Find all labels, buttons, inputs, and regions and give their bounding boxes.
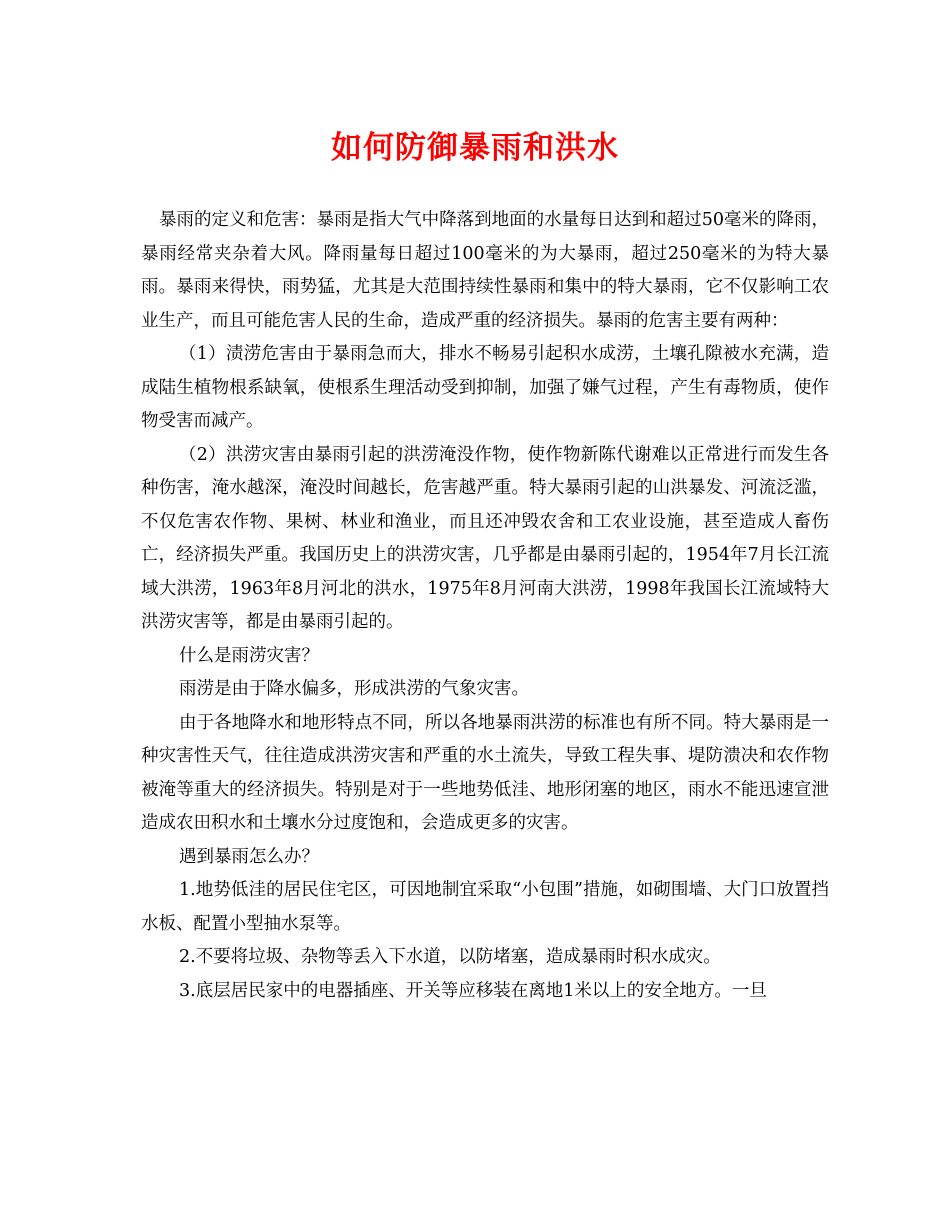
document-body <box>141 204 829 1008</box>
list-item-3: 3.底层居民家中的电器插座、开关等应移装在离地1米以上的安全地方。一旦 <box>179 980 767 1001</box>
paragraph-regional-standards: 由于各地降水和地形特点不同，所以各地暴雨洪涝的标准也有所不同。特大暴雨是一种灾害性天气，往往造成洪涝灾害和严重的水土流失，导致工程失事、堤防溃决和农作物被淹等重大的经济损失。特别是对于一些地势低洼、地形闭塞的地区，雨水不能迅速宣泄造成农田积水和土壤水分过度饱和，会造成更多的灾害。 <box>141 712 829 833</box>
paragraph-waterlogging-harm: （1）渍涝危害由于暴雨急而大，排水不畅易引起积水成涝，土壤孔隙被水充满，造成陆生植物根系缺氧，使根系生理活动受到抑制，加强了嫌气过程，产生有毒物质，使作物受害而减产。 <box>141 344 829 431</box>
heading-what-is-rain-flood: 什么是雨涝灾害？ <box>179 645 319 666</box>
paragraph-rainstorm-definition: 暴雨的定义和危害：暴雨是指大气中降落到地面的水量每日达到和超过50毫米的降雨，暴雨经常夹杂着大风。降雨量每日超过100毫米的为大暴雨，超过250毫米的为特大暴雨。暴雨来得快，雨势猛，尤其是大范围持续性暴雨和集中的特大暴雨，它不仅影响工农业生产，而且可能危害人民的生命，造成严重的经济损失。暴雨的危害主要有两种： <box>141 210 829 331</box>
list-item-1: 1.地势低洼的居民住宅区，可因地制宜采取“小包围”措施，如砌围墙、大门口放置挡水板、配置小型抽水泵等。 <box>141 880 829 934</box>
paragraph-rain-flood-definition: 雨涝是由于降水偏多，形成洪涝的气象灾害。 <box>179 679 529 699</box>
document-title: 如何防御暴雨和洪水 <box>331 130 619 166</box>
paragraph-flood-disaster: （2）洪涝灾害由暴雨引起的洪涝淹没作物，使作物新陈代谢难以正常进行而发生各种伤害，淹水越深，淹没时间越长，危害越严重。特大暴雨引起的山洪暴发、河流泛滥，不仅危害农作物、果树、林业和渔业，而且还冲毁农舍和工农业设施，甚至造成人畜伤亡，经济损失严重。我国历史上的洪涝灾害，几乎都是由暴雨引起的，1954年7月长江流域大洪涝，1963年8月河北的洪水，1975年8月河南大洪涝，1998年我国长江流域特大洪涝灾害等，都是由暴雨引起的。 <box>141 444 829 632</box>
heading-what-to-do: 遇到暴雨怎么办？ <box>179 846 319 867</box>
list-item-2: 2.不要将垃圾、杂物等丢入下水道，以防堵塞，造成暴雨时积水成灾。 <box>179 947 721 967</box>
